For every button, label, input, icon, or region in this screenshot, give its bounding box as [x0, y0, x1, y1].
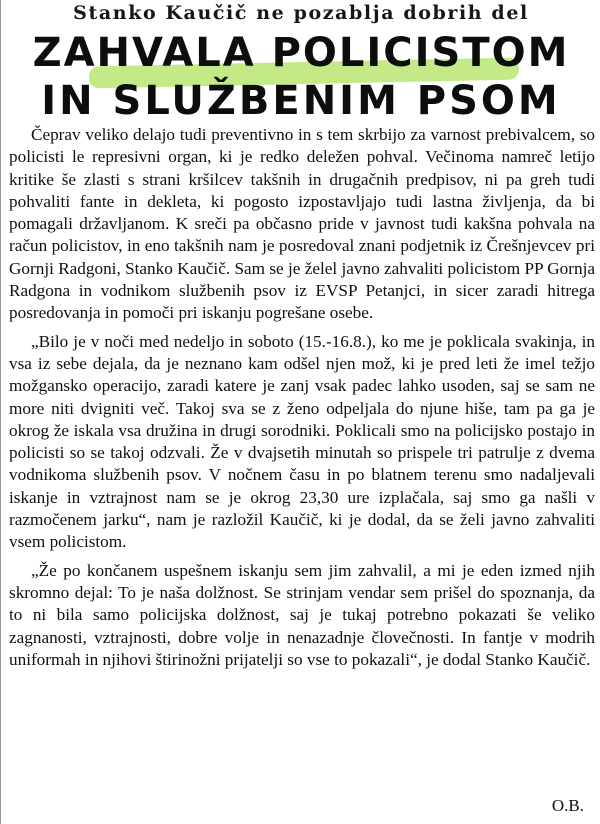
article-kicker: Stanko Kaučič ne pozablja dobrih del [73, 2, 529, 24]
paragraph-2: „Bilo je v noči med nedeljo in soboto (15.-16.8.), ko me je poklicala svakinja, in vsa iz sebe dejala, da je neznano kam odšel njen mož, ki je pred leti že imel težjo možgansko operacijo, zaradi katere je zanj vsak padec lahko usoden, saj se sam ne more niti dvigniti več. Takoj sva se z ženo odpeljala do njune hiše, tam pa ga je okrog že iskala vsa družina in drugi sorodniki. Poklicali smo na policijsko postajo in policisti so se takoj odzvali. Že v dvajsetih minutah so prispele tri patrulje z dvema vodnikoma službenih psov. V nočnem času in po blatnem terenu smo nadaljevali iskanje in vztrajnost nam se je okrog 23,30 ure izplačala, saj smo ga našli v razmočenem jarku“, nam je razložil Kaučič, ki je dodal, da se želi javno zahvaliti vsem policistom. [9, 331, 595, 552]
headline-line-2: IN SLUŽBENIM PSOM [41, 78, 561, 124]
article-body [9, 124, 595, 677]
author-initials: O.B. [551, 796, 584, 815]
headline-line-1: ZAHVALA POLICISTOM [32, 30, 570, 76]
paragraph-3: „Že po končanem uspešnem iskanju sem jim zahvalil, a mi je eden izmed njih skromno dejal: To je naša dolžnost. Se strinjam vendar sem prišel do spoznanja, da to ni bila samo policijska dolžnost, saj je tukaj potrebno pokazati še veliko zagnanosti, vztrajnosti, dobre volje in nenazadnje človečnosti. In fantje v modrih uniformah in njihovi štirinožni prijatelji so vse to pokazali“, je dodal Stanko Kaučič. [9, 560, 595, 669]
paragraph-1: Čeprav veliko delajo tudi preventivno in s tem skrbijo za varnost prebivalcem, so policisti le represivni organ, ki je redko deležen pohval. Večinoma namreč letijo kritike še zlasti s strani kršilcev takšnih in drugačnih predpisov, ni pa greh tudi pohvaliti fante in dekleta, ki pogosto izpostavljajo tudi lastna življenja, da bi pomagali državljanom. K sreči pa občasno pride v javnost tudi kakšna pohvala na račun policistov, in eno takšnih nam je posredoval znani podjetnik iz Črešnjevcev pri Gornji Radgoni, Stanko Kaučič. Sam se je želel javno zahvaliti policistom PP Gornja Radgona in vodnikom službenih psov iz EVSP Petanjci, in sicer zaradi hitrega posredovanja in pomoči pri iskanju pogrešane osebe. [9, 125, 595, 323]
